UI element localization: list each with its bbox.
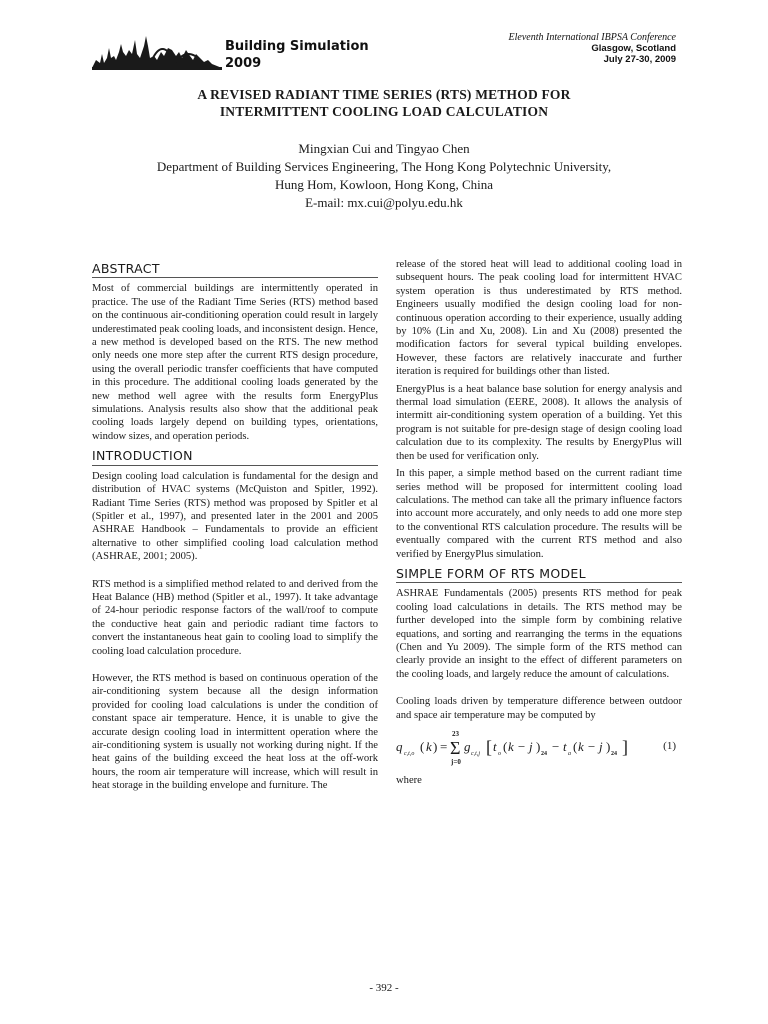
equation-1-formula [396,726,636,768]
introduction-paragraph-3: However, the RTS method is based on continuous operation of the air-conditioning system because all the design information provided for cooling load calculations is under the condition of constant space air temperature. Hence, it is unable to give the accurate design cooling load in intermittent operation where the air-conditioning system is usually not working during night. If the heat gains of the building exceed the heat loss at the off-work hours, the room air temperature will increase, which will result in heat storage in the building envelope and furniture. The [92,672,378,792]
abstract-heading: ABSTRACT [92,262,378,278]
svg-text:q: q [396,739,403,754]
rts-model-heading: SIMPLE FORM OF RTS MODEL [396,567,682,583]
svg-text:): ) [433,739,438,754]
svg-text:): ) [536,739,541,754]
svg-text:k − j: k − j [508,739,533,754]
abstract-text: Most of commercial buildings are intermittently operated in practice. The use of the Radiant Time Series (RTS) method based on the continuous air-conditioning operation could result in largely underestimated peak cooling loads, and inconsistent design. Hence, a new method is developed based on the RTS. The new method only needs one more step after the current RTS design procedure, using the overall periodic transfer coefficients that have computed in this procedure. The additional cooling loads generated by the new method well agree with the results form EnergyPlus simulations. Analysis results also show that the additional peak cooling loads largely depend on building types, orientations, window sizes, and operation periods. [92,283,378,442]
logo-wordmark [225,38,369,72]
glasgow-skyline-logo-icon [92,30,222,70]
svg-text:t: t [493,739,497,754]
page-header [0,0,768,80]
body-paragraph-4: ASHRAE Fundamentals (2005) presents RTS method for peak cooling load calculations in details. The RTS method may be further developed into the simple form by combining relative equations, and sorting and rearranging the terms in the equations (Chen and Yu 2009). The simple form of the RTS method can clearly provide an insight to the effect of different parameters on the cooling loads, and largely reduce the amount of calculations. [396,588,682,680]
svg-text:g: g [464,739,471,754]
affiliation-line-2: Hung Hom, Kowloon, Hong Kong, China [274,177,494,192]
svg-text:t: t [563,739,567,754]
svg-text:(: ( [503,739,508,754]
page-number: - 392 - [369,982,399,994]
svg-text:j=0: j=0 [451,758,461,766]
conference-info [509,32,676,65]
paper-title [0,86,768,120]
svg-text:24: 24 [611,751,617,757]
svg-text:c,t,o: c,t,o [404,751,415,757]
author-block [0,140,768,212]
svg-text:): ) [606,739,611,754]
title-line-2: INTERMITTENT COOLING LOAD CALCULATION [219,104,549,119]
introduction-heading: INTRODUCTION [92,449,378,465]
svg-text:−: − [552,739,560,754]
where-label: where [396,775,422,786]
logo-line-1: Building Simulation [225,39,369,54]
body-paragraph-5: Cooling loads driven by temperature difference between outdoor and space air temperature may be computed by [396,696,682,721]
body-paragraph-2: EnergyPlus is a heat balance base solution for energy analysis and thermal load simulation (EERE, 2008). It allows the analysis of intermitt air-conditioning system operation of a building. Yet this program is not suitable for pre-design stage of design cooling load calculation due to its complexity. The results by EnergyPlus will then be used for verification only. [396,383,682,462]
svg-text:24: 24 [541,751,547,757]
svg-text:c,t,j: c,t,j [471,751,480,757]
equation-1 [396,726,682,768]
introduction-paragraph-2: RTS method is a simplified method related to and derived from the Heat Balance (HB) method (Spitler et al., 1997). It take advantage of 24-hour periodic response factors of the wall/roof to compute the conductive heat gain and periodic radiant time factors to convert the instantaneous heat gain to cooling load to simplify the cooling load calculation procedure. [92,578,378,657]
conference-location: Glasgow, Scotland [591,43,676,54]
logo-line-2: 2009 [225,56,262,71]
svg-text:(: ( [573,739,578,754]
body-paragraph-3: In this paper, a simple method based on the current radiant time series method will be proposed for intermittent cooling load calculations. The method can take all the primary influence factors into account more accurately, and only needs to add one more step to the conventional RTS calculation procedure. The results will be eventually compared with the current RTS method and also verified by EnergyPlus simulation. [396,468,682,560]
introduction-paragraph-1: Design cooling load calculation is fundamental for the design and distribution of HVAC systems (McQuiston and Spitler, 1992). Radiant Time Series (RTS) method was proposed by Spitler et al (Spitler et al., 1997), and presented later in the 2001 and 2005 ASHRAE Handbook – Fundamentals to provide an efficient alternative to other simplified cooling load calculation method (ASHRAE, 2001; 2005). [92,470,378,563]
svg-text:k − j: k − j [578,739,603,754]
svg-text:(: ( [420,739,425,754]
svg-text:k: k [426,739,432,754]
body-paragraph-1: release of the stored heat will lead to additional cooling load in subsequent hours. The peak cooling load for intermittent HVAC system operation is thus underestimated by RTS method. Engineers usually modified the design cooling load for non-continuous operation according to their experience, usually adding by 10% (Lin and Xu, 2008). Lin and Xu (2008) presented the modification factors for several typical building envelopes. However, these factors are relatively inaccurate and further iteration is required for buildings other than listed. [396,259,682,378]
affiliation-line-1: Department of Building Services Engineering, The Hong Kong Polytechnic University, [156,159,612,174]
svg-text:[: [ [486,737,492,757]
conference-dates: July 27-30, 2009 [603,54,676,65]
svg-text:a: a [568,751,571,757]
right-column [396,258,682,791]
conference-name: Eleventh International IBPSA Conference [508,32,676,43]
svg-text:Σ: Σ [450,738,461,758]
author-names: Mingxian Cui and Tingyao Chen [298,141,470,156]
svg-text:]: ] [622,737,628,757]
left-column [92,262,378,797]
svg-text:=: = [440,739,448,754]
author-email: E-mail: mx.cui@polyu.edu.hk [305,195,463,210]
svg-text:23: 23 [452,730,459,738]
svg-text:o: o [498,751,501,757]
title-line-1: A REVISED RADIANT TIME SERIES (RTS) METHOD FOR [197,87,571,102]
equation-1-number: (1) [663,740,676,753]
